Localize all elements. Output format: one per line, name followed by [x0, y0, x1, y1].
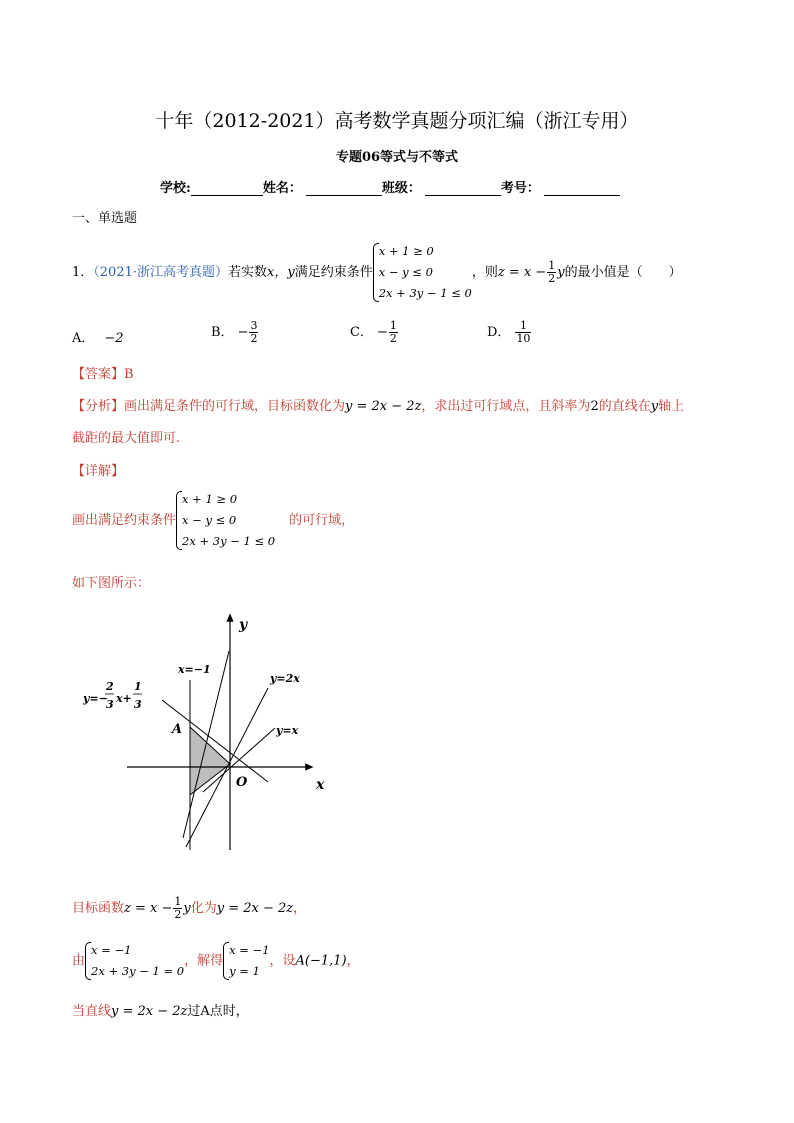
question-constraint-system	[373, 241, 472, 304]
line-c-mid: x+	[116, 692, 132, 705]
line-c-frac1-den: 3	[106, 698, 114, 711]
question-stem-a: 若实数	[228, 265, 268, 280]
solution-system-1: x = −1 2x + 3y − 1 = 0	[85, 940, 184, 982]
school-blank[interactable]	[191, 181, 263, 196]
question-vars: x，y	[267, 265, 295, 280]
option-c[interactable]: C． − $\frac{1}{2}$	[350, 319, 397, 345]
name-blank[interactable]	[306, 181, 382, 196]
objective-right: y	[557, 265, 565, 280]
constraint-3: 2x + 3y − 1 ≤ 0	[378, 286, 472, 300]
feasible-region-figure	[80, 600, 340, 865]
option-d-fraction: $\frac{1}{10}$	[516, 319, 531, 345]
student-info-line	[160, 177, 620, 196]
origin-label: O	[236, 775, 248, 790]
class-blank[interactable]	[425, 181, 501, 196]
analysis-tag: 【分析】	[72, 399, 125, 414]
question-source: （2021·浙江高考真题）	[93, 265, 228, 280]
line-c-prefix: y=−	[83, 692, 108, 705]
question-1-stem	[72, 241, 682, 304]
solution-line-2: 由 x = −1 2x + 3y − 1 = 0 ，解得 x = −1 y = 1 ，设A(−1,1)，	[72, 940, 360, 982]
solution-line-3: 当直线y = 2x − 2z过A点时，	[72, 1004, 249, 1019]
detail-constraint-system: x + 1 ≥ 0 x − y ≤ 0 2x + 3y − 1 ≤ 0	[176, 489, 275, 552]
option-d[interactable]: D． $\frac{1}{10}$	[487, 319, 531, 345]
answer-line	[72, 363, 134, 382]
constraint-2: x − y ≤ 0	[378, 265, 433, 279]
solution-line-1: 目标函数z = x − $\frac{1}{2}$ y化为y = 2x − 2z，	[72, 895, 307, 921]
detail-tag: 【详解】	[72, 464, 125, 479]
document-title: 十年（2012-2021）高考数学真题分项汇编（浙江专用）	[155, 110, 639, 132]
line-c-frac2-num: 1	[134, 680, 142, 693]
question-stem-c: ，则	[471, 265, 498, 280]
objective-fraction: $\frac{1}{2}$	[548, 259, 556, 285]
option-a[interactable]: A． −2	[72, 331, 124, 346]
y-axis-label: y	[239, 617, 248, 633]
detail-line-1: 画出满足约束条件 x + 1 ≥ 0 x − y ≤ 0 2x + 3y − 1 ≤ 0 的可行域，	[72, 489, 354, 552]
option-c-fraction: $\frac{1}{2}$	[389, 319, 397, 345]
point-a-label: A	[172, 722, 183, 737]
answer-tag: 【答案】	[72, 367, 125, 382]
line-2x-label: y=2x	[270, 672, 300, 685]
analysis-line-1: 【分析】画出满足条件的可行域，目标函数化为y = 2x − 2z，求出过可行域点，且斜率为2的直线在y轴上	[72, 399, 685, 414]
option-b-fraction: $\frac{3}{2}$	[250, 319, 258, 345]
analysis-line-2: 截距的最大值即可.	[72, 431, 181, 446]
line-y-x-label: y=x	[276, 724, 299, 737]
school-label: 学校:	[160, 181, 191, 196]
document-subtitle: 专题06等式与不等式	[335, 150, 459, 165]
detail-line-2: 如下图所示：	[72, 576, 151, 591]
x-axis-label: x	[316, 777, 325, 793]
solution-fraction: $\frac{1}{2}$	[174, 895, 182, 921]
objective-left: z = x −	[497, 265, 547, 280]
question-number: 1．	[72, 265, 94, 280]
line-x-label: x=−1	[178, 663, 211, 676]
exam-no-label: 考号：	[500, 181, 540, 196]
section-heading: 一、单选题	[72, 211, 138, 226]
constraint-1: x + 1 ≥ 0	[378, 244, 434, 258]
class-label: 班级：	[381, 181, 421, 196]
question-stem-b: 满足约束条件	[294, 265, 373, 280]
name-label: 姓名：	[262, 181, 302, 196]
line-c-frac1-num: 2	[106, 680, 114, 693]
line-c-frac2-den: 3	[134, 698, 142, 711]
option-b[interactable]: B． − $\frac{3}{2}$	[211, 319, 258, 345]
question-stem-d: 的最小值是（ ）	[564, 265, 682, 280]
answer-value: B	[124, 367, 134, 382]
solution-system-2: x = −1 y = 1	[223, 940, 269, 982]
exam-no-blank[interactable]	[544, 181, 620, 196]
